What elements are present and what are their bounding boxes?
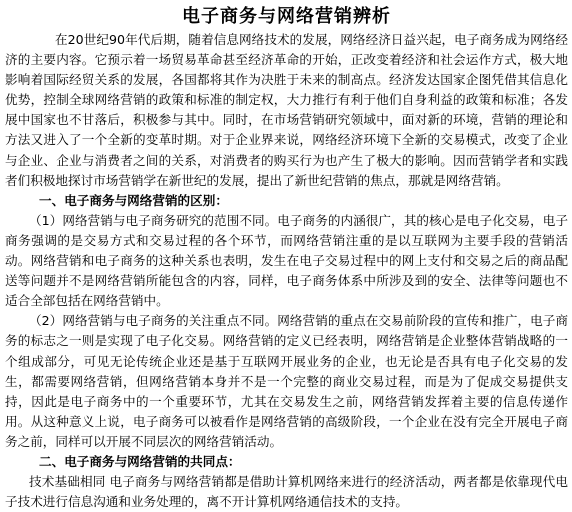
- section2-paragraph-1: 技术基础相同 电子商务与网络营销都是借助计算机网络来进行的经济活动，两者都是依靠现代电子技术进行信息沟通和业务处理的，离不开计算机网络通信技术的支持。: [5, 474, 568, 510]
- section1-paragraph-1: （1）网络营销与电子商务研究的范围不同。电子商务的内涵很广，其的核心是电子化交易，电子商务强调的是交易方式和交易过程的各个环节，而网络营销注重的是以互联网为主要手段的营销活动。网络营销和电子商务的这种关系也表明，发生在电子交易过程中的网上支付和交易之后的商品配送等问题并不是网络营销所能包含的内容，同样，电子商务体系中所涉及到的安全、法律等问题也不适合全部包括在网络营销中。: [5, 212, 568, 309]
- document-title: 电子商务与网络营销辨析: [182, 6, 391, 27]
- section1-paragraph-2: （2）网络营销与电子商务的关注重点不同。网络营销的重点在交易前阶段的宣传和推广，电子商务的标志之一则是实现了电子化交易。网络营销的定义已经表明，网络营销是企业整体营销战略的一个组成部分，可见无论传统企业还是基于互联网开展业务的企业，也无论是否具有电子化交易的发生，都需要网络营销，但网络营销本身并不是一个完整的商业交易过程，而是为了促成交易提供支持，因此是电子商务中的一个重要环节，尤其在交易发生之前，网络营销发挥着主要的信息传递作用。从这种意义上说，电子商务可以被看作是网络营销的高级阶段，一个企业在没有完全开展电子商务之前，同样可以开展不同层次的网络营销活动。: [5, 313, 568, 449]
- section1-heading: 一、电子商务与网络营销的区别：: [39, 192, 228, 208]
- section2-heading: 二、电子商务与网络营销的共同点：: [39, 453, 241, 469]
- intro-paragraph: 在20世纪90年代后期，随着信息网络技术的发展，网络经济日益兴起，电子商务成为网络经济的主要内容。它预示着一场贸易革命甚至经济革命的开始，正改变着经济和社会运作方式，极大地影响着国际经贸关系的发展，各国都将其作为决胜于未来的制高点。经济发达国家企图凭借其信息化优势，控制全球网络营销的政策和标准的制定权，大力推行有利于他们自身利益的政策和标准；各发展中国家也不甘落后，积极参与其中。同时，在市场营销研究领域中，面对新的环境，营销的理论和方法又进入了一个全新的变革时期。对于企业界来说，网络经济环境下全新的交易模式，改变了企业与企业、企业与消费者之间的关系，对消费者的购买行为也产生了极大的影响。因而营销学者和实践者们积极地探讨市场营销学在新世纪的发展，提出了新世纪营销的焦点，那就是网络营销。: [5, 32, 568, 188]
